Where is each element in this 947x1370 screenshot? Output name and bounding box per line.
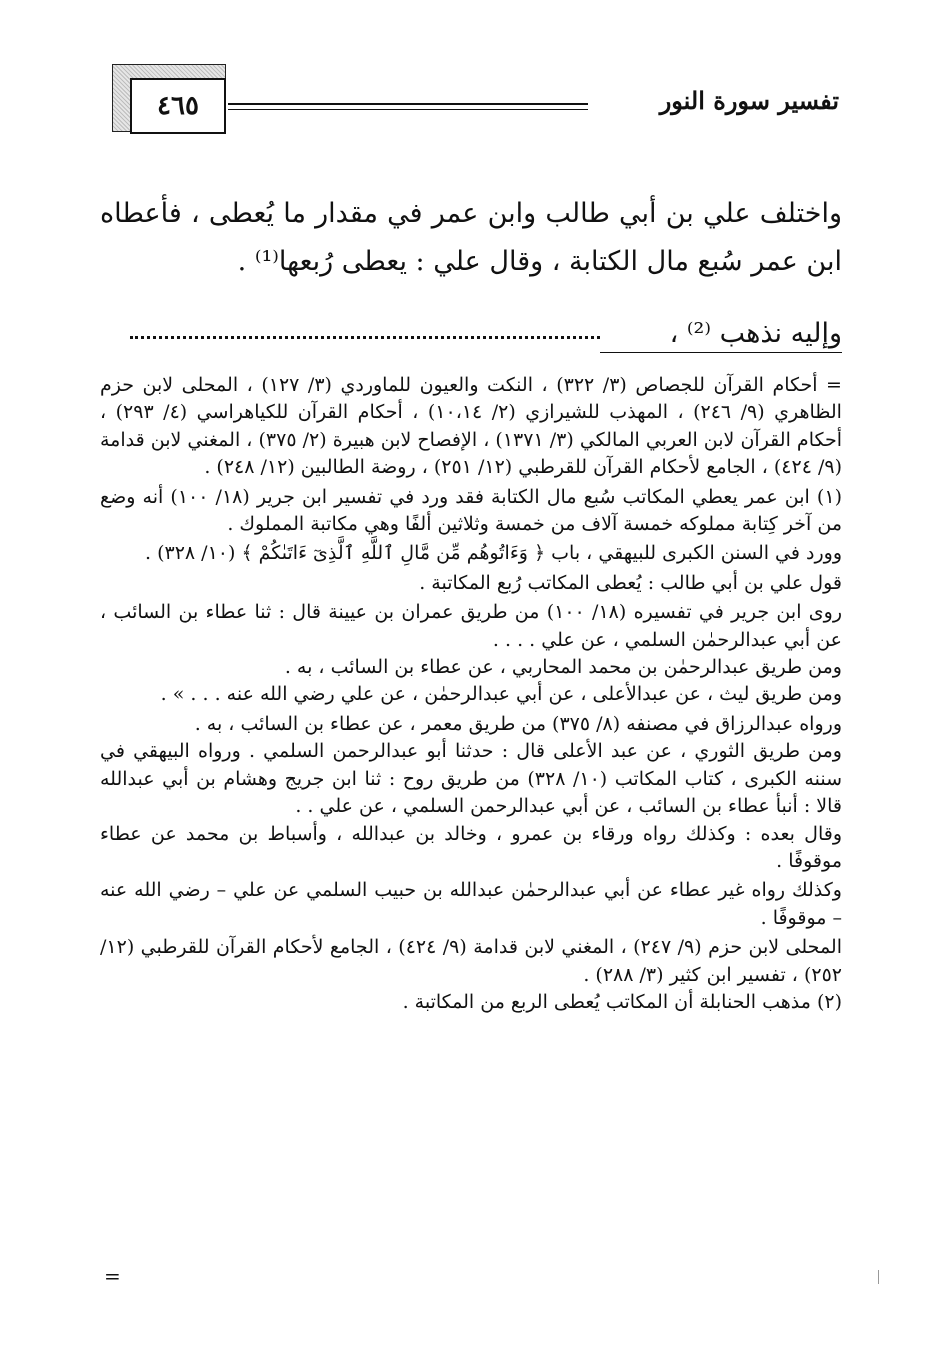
header-rule-thin <box>228 109 588 110</box>
header-rule <box>228 103 588 105</box>
footnote-1-para: المحلى لابن حزم (٩/ ٢٤٧) ، المغني لابن قدامة (٩/ ٤٢٤) ، الجامع لأحكام القرآن للقرطبي (١٢/ ٢٥٢) ، تفسير ابن كثير (٣/ ٢٨٨) . <box>100 936 842 986</box>
footnote-1: (١) ابن عمر يعطي المكاتب سُبع مال الكتابة فقد ورد في تفسير ابن جرير (١٨/ ١٠٠) أنه وضع من آخر كِتابة مملوكه خمسة آلاف من خمسة وثلاثين ألفًا وهي مكاتبة المملوك . <box>100 485 842 536</box>
main-text-line <box>100 310 842 358</box>
footnote-1-para: وقال بعده : وكذلك رواه ورقاء بن عمرو ، وخالد بن عبدالله ، وأسباط بن محمد عن عطاء موقوفًا . <box>100 822 842 872</box>
footnote-separator <box>600 352 842 353</box>
footnote-1-para: روى ابن جرير في تفسيره (١٨/ ١٠٠) من طريق عمران بن عيينة قال : ثنا عطاء بن السائب ، عن أبي عبدالرحمٰن السلمي ، عن علي . . . . <box>100 601 842 651</box>
dotted-leader <box>130 336 600 339</box>
footnote-1-para: ومن طريق الثوري ، عن عبد الأعلى قال : حدثنا أبو عبدالرحمن السلمي . ورواه البيهقي في سننه الكبرى ، كتاب المكاتب (١٠/ ٣٢٨) من طريق روح : ثنا ابن جريج وهشام بن أبي عبدالله قالا : أنبأ عطاء بن السائب ، عن أبي عبدالرحمن السلمي ، عن علي . . <box>100 740 842 818</box>
footnote-1-para: ومن طريق عبدالرحمٰن بن محمد المحاربي ، عن عطاء بن السائب ، به . <box>284 656 842 679</box>
main-text <box>100 190 842 286</box>
footnote-1-para: قول علي بن أبي طالب : يُعطى المكاتب رُبع المكاتبة . <box>419 571 842 594</box>
main-line: وإليه نذهب ⁽²⁾ ، <box>669 318 842 349</box>
continuation-mark: = <box>104 1264 121 1288</box>
footnote-2: (٢) مذهب الحنابلة أن المكاتب يُعطى الربع من المكاتبة . <box>402 990 842 1013</box>
footnote-1-para: ورواه عبدالرزاق في مصنفه (٨/ ٣٧٥) من طريق معمر ، عن عطاء بن السائب ، به . <box>194 712 842 735</box>
page-edge-mark <box>878 1270 881 1284</box>
running-title: تفسير سورة النور <box>659 86 839 115</box>
footnote-1-para: وورد في السنن الكبرى للبيهقي ، باب ﴿ وَءَاتُوهُم مِّن مَّالِ ٱللَّهِ ٱلَّذِىٓ ءَاتَىٰكُمْ ﴾ (١٠/ ٣٢٨) . <box>145 542 842 565</box>
main-paragraph: واختلف علي بن أبي طالب وابن عمر في مقدار ما يُعطى ، فأعطاه ابن عمر سُبع مال الكتابة ، وقال علي : يعطى رُبعها⁽¹⁾ . <box>100 198 842 277</box>
footnote-1-para: ومن طريق ليث ، عن عبدالأعلى ، عن أبي عبدالرحمٰن ، عن علي رضي الله عنه . . . » . <box>160 683 842 706</box>
footnotes <box>100 372 842 1016</box>
footnote-continuation: = أحكام القرآن للجصاص (٣/ ٣٢٢) ، النكت والعيون للماوردي (٣/ ١٢٧) ، المحلى لابن حزم الظاهري (٩/ ٢٤٦) ، المهذب للشيرازي (٢/ ١٠،١٤) ، أحكام القرآن للكياهراسي (٤/ ٢٩٣) ، أحكام القرآن لابن العربي المالكي (٣/ ١٣٧١) ، الإفصاح لابن هبيرة (٢/ ٣٧٥) ، المغني لابن قدامة (٩/ ٤٢٤) ، الجامع لأحكام القرآن للقرطبي (١٢/ ٢٥١) ، روضة الطالبين (١٢/ ٢٤٨) . <box>100 374 842 479</box>
page-number: ٤٦٥ <box>130 78 226 134</box>
footnote-1-para: وكذلك رواه غير عطاء عن أبي عبدالرحمٰن عبدالله بن حبيب السلمي عن علي – رضي الله عنه – موقوفًا . <box>100 879 842 929</box>
